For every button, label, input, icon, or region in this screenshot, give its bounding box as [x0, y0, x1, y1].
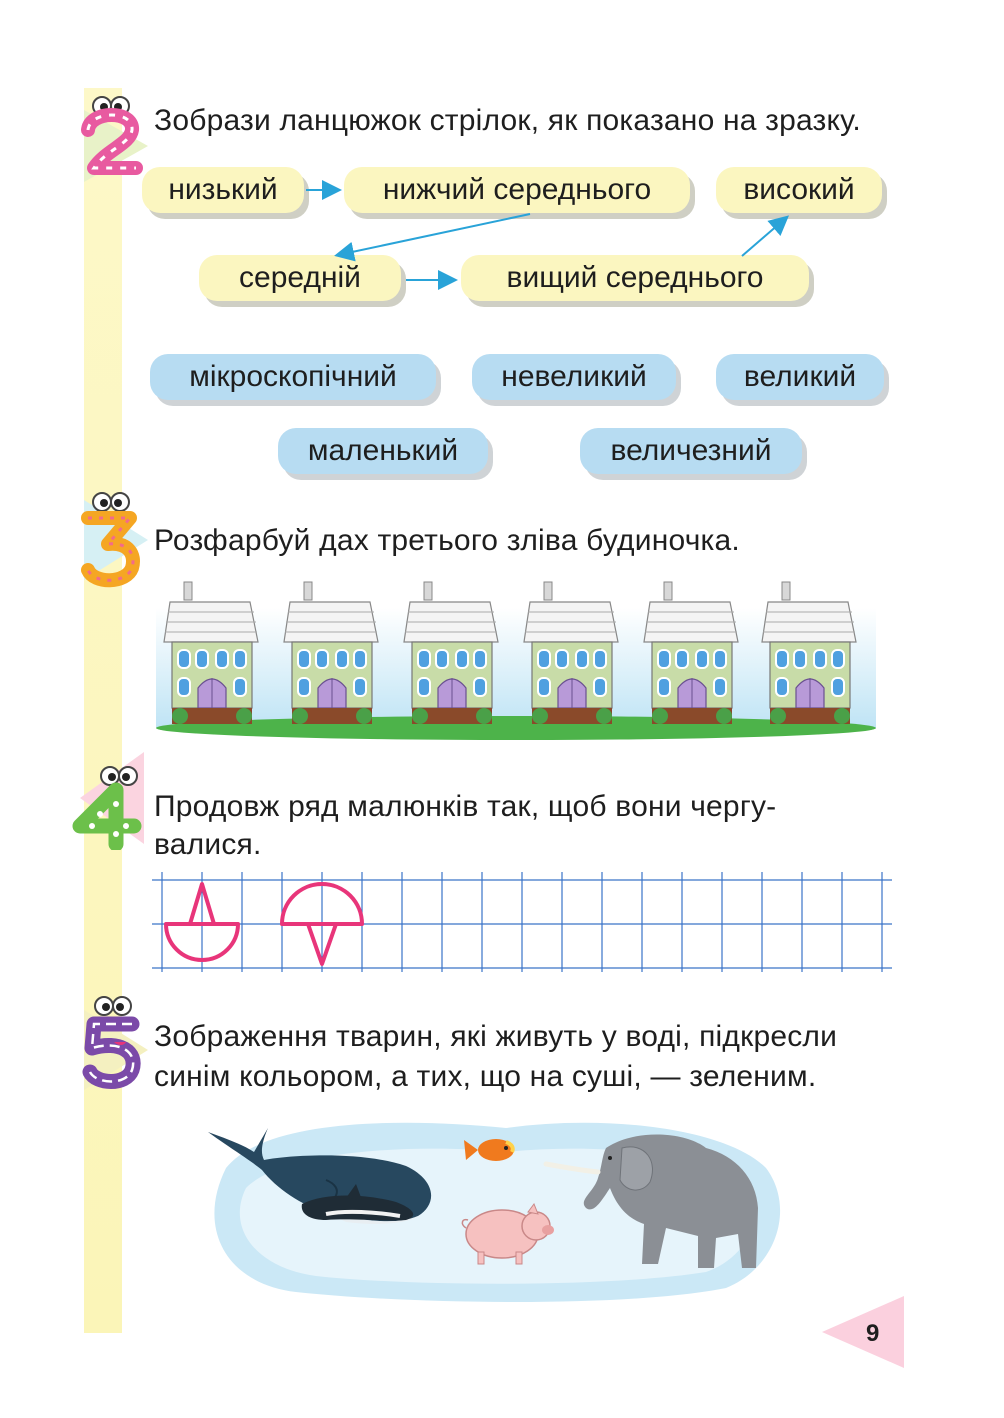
- word-card-big[interactable]: великий: [716, 354, 884, 400]
- word-card-high[interactable]: високий: [716, 167, 882, 213]
- word-card-huge[interactable]: величезний: [580, 428, 802, 474]
- word-card-average[interactable]: середній: [199, 255, 401, 301]
- houses-illustration: [156, 578, 876, 748]
- task-5-instruction-line2: синім кольором, а тих, що на суші, — зеленим.: [154, 1060, 817, 1093]
- arrow: [338, 214, 530, 255]
- word-card-low[interactable]: низький: [142, 167, 304, 213]
- animals-illustration: [206, 1108, 786, 1308]
- task-2-instruction: Зобрази ланцюжок стрілок, як показано на зразку.: [154, 104, 861, 137]
- example-arrows: [0, 0, 1004, 330]
- page-number: 9: [866, 1320, 880, 1347]
- word-card-above-average[interactable]: вищий середнього: [461, 255, 809, 301]
- page-corner: [822, 1296, 904, 1368]
- task-number-3-icon: [78, 488, 144, 588]
- task-4-instruction-line2: валися.: [154, 828, 262, 861]
- arrow: [742, 218, 786, 256]
- task-number-5-icon: [80, 994, 146, 1090]
- word-card-microscopic[interactable]: мікроскопічний: [150, 354, 436, 400]
- task-4-instruction-line1: Продовж ряд малюнків так, щоб вони чергу-: [154, 790, 777, 823]
- task-5-instruction-line1: Зображення тварин, які живуть у воді, підкресли: [154, 1020, 838, 1053]
- pattern-grid[interactable]: [152, 872, 892, 972]
- word-card-below-average[interactable]: нижчий середнього: [344, 167, 690, 213]
- word-card-small[interactable]: невеликий: [472, 354, 676, 400]
- task-3-instruction: Розфарбуй дах третього зліва будиночка.: [154, 524, 740, 557]
- word-card-little[interactable]: маленький: [278, 428, 488, 474]
- task-number-4-icon: [72, 764, 142, 850]
